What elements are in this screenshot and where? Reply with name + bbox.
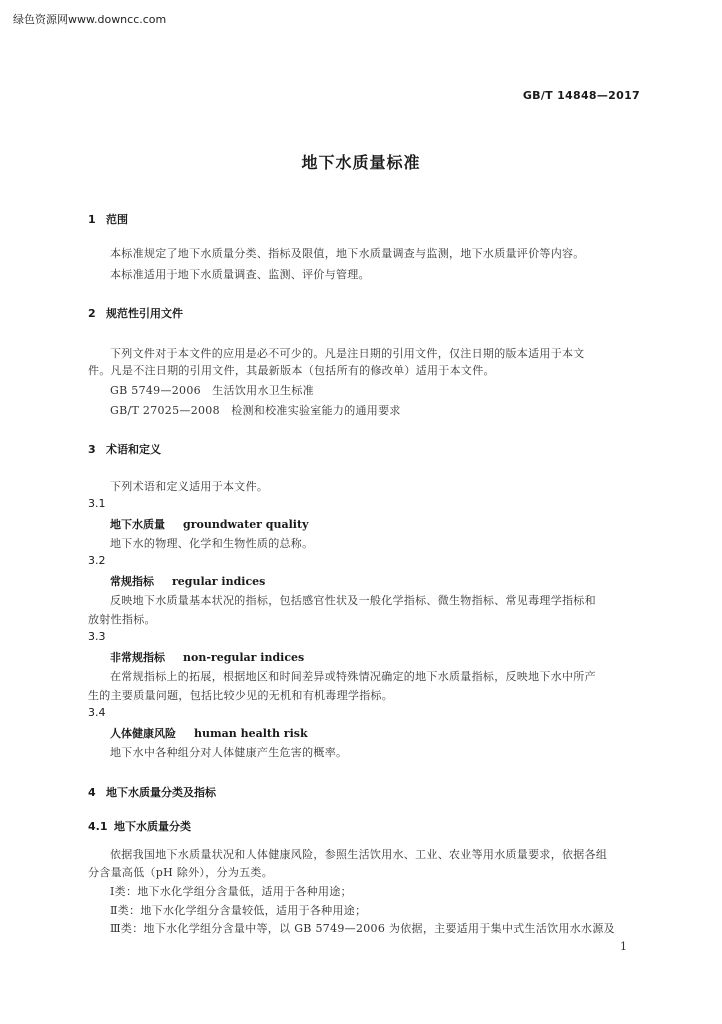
watermark-text: 绿色资源网www.downcc.com xyxy=(13,13,167,26)
section-1-heading xyxy=(88,211,128,227)
term-zh: 地下水质量 xyxy=(110,518,165,531)
class-item: Ⅲ类：地下水化学组分含量中等，以 GB 5749—2006 为依据，主要适用于集中式生活饮用水水源及 xyxy=(110,922,615,935)
term-zh: 常规指标 xyxy=(110,575,154,588)
term-title xyxy=(110,649,304,665)
section-2-heading xyxy=(88,305,183,321)
subsection-number: 4.1 xyxy=(88,820,108,833)
term-definition: 反映地下水质量基本状况的指标，包括感官性状及一般化学指标、微生物指标、常见毒理学指标和 xyxy=(110,594,596,607)
paragraph-line: 本标准规定了地下水质量分类、指标及限值，地下水质量调查与监测，地下水质量评价等内容。 xyxy=(110,247,585,260)
term-zh: 人体健康风险 xyxy=(110,727,176,740)
term-en: human health risk xyxy=(194,727,308,740)
reference-item: GB 5749—2006 生活饮用水卫生标准 xyxy=(110,384,314,397)
section-title: 术语和定义 xyxy=(106,443,161,456)
paragraph-line: 下列术语和定义适用于本文件。 xyxy=(110,480,269,493)
document-title: 地下水质量标准 xyxy=(301,153,421,172)
paragraph-line: 件。凡是不注日期的引用文件，其最新版本（包括所有的修改单）适用于本文件。 xyxy=(88,364,495,377)
term-zh: 非常规指标 xyxy=(110,651,165,664)
term-title xyxy=(110,725,308,741)
paragraph-line: 下列文件对于本文件的应用是必不可少的。凡是注日期的引用文件，仅注日期的版本适用于本文 xyxy=(110,347,585,360)
term-number: 3.1 xyxy=(88,497,106,510)
term-definition: 在常规指标上的拓展，根据地区和时间差异或特殊情况确定的地下水质量指标，反映地下水中所产 xyxy=(110,670,596,683)
term-definition: 地下水中各种组分对人体健康产生危害的概率。 xyxy=(110,746,348,759)
paragraph-line: 分含量高低（pH 除外），分为五类。 xyxy=(88,866,274,879)
term-number: 3.2 xyxy=(88,554,106,567)
section-title: 地下水质量分类及指标 xyxy=(106,786,216,799)
subsection-title: 地下水质量分类 xyxy=(114,820,191,833)
section-3-heading xyxy=(88,441,161,457)
section-number: 3 xyxy=(88,443,96,456)
term-en: groundwater quality xyxy=(183,518,309,531)
term-definition: 地下水的物理、化学和生物性质的总称。 xyxy=(110,537,314,550)
term-title xyxy=(110,516,308,532)
class-item: Ⅱ类：地下水化学组分含量较低，适用于各种用途； xyxy=(110,904,367,917)
term-en: non-regular indices xyxy=(183,651,305,664)
paragraph-line: 依据我国地下水质量状况和人体健康风险，参照生活饮用水、工业、农业等用水质量要求，依据各组 xyxy=(110,848,608,861)
section-number: 2 xyxy=(88,307,96,320)
class-item: Ⅰ类：地下水化学组分含量低，适用于各种用途； xyxy=(110,885,352,898)
section-title: 范围 xyxy=(106,213,128,226)
term-title xyxy=(110,573,265,589)
term-number: 3.4 xyxy=(88,706,106,719)
section-number: 4 xyxy=(88,786,96,799)
term-definition: 生的主要质量问题，包括比较少见的无机和有机毒理学指标。 xyxy=(88,689,394,702)
page-number: 1 xyxy=(620,940,627,953)
subsection-4-1-heading xyxy=(88,818,191,834)
section-4-heading xyxy=(88,784,216,800)
term-number: 3.3 xyxy=(88,630,106,643)
section-number: 1 xyxy=(88,213,96,226)
standard-number: GB/T 14848—2017 xyxy=(522,89,640,102)
paragraph-line: 本标准适用于地下水质量调查、监测、评价与管理。 xyxy=(110,268,370,281)
term-en: regular indices xyxy=(172,575,266,588)
section-title: 规范性引用文件 xyxy=(106,307,183,320)
reference-item: GB/T 27025—2008 检测和校准实验室能力的通用要求 xyxy=(110,404,401,417)
term-definition: 放射性指标。 xyxy=(88,613,156,626)
